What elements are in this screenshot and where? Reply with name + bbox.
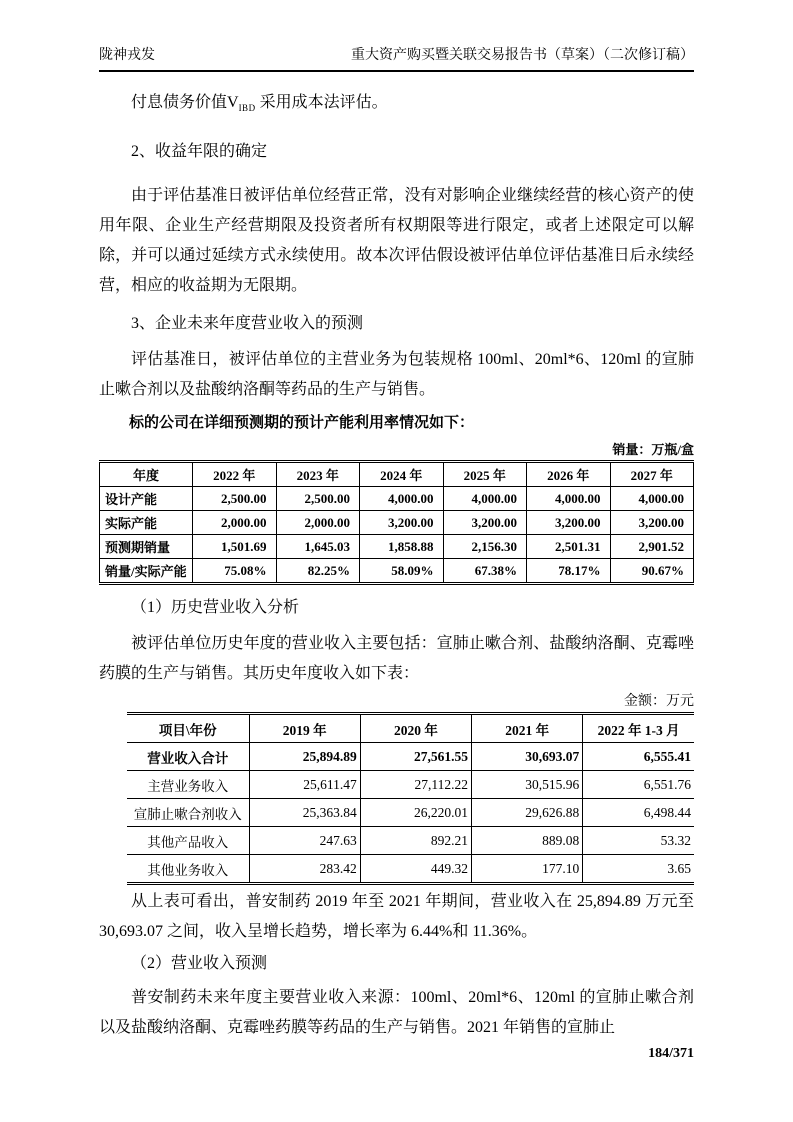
- row-label: 实际产能: [100, 511, 193, 535]
- column-header: 2020 年: [360, 714, 471, 743]
- cell-value: 53.32: [583, 827, 694, 855]
- table-row: [100, 511, 694, 535]
- cell-value: 25,894.89: [249, 743, 360, 771]
- cell-value: 3,200.00: [527, 511, 611, 535]
- section-heading-forecast: （2）营业收入预测: [131, 955, 268, 972]
- paragraph-main-business: 评估基准日，被评估单位的主营业务为包装规格 100ml、20ml*6、120ml 的宣肺止嗽合剂以及盐酸纳洛酮等药品的生产与销售。: [99, 351, 694, 398]
- paragraph-text: 采用成本法评估。: [255, 94, 388, 111]
- section-heading-3: 3、企业未来年度营业收入的预测: [131, 315, 364, 332]
- running-header: [99, 0, 694, 72]
- cell-value: 27,561.55: [360, 743, 471, 771]
- cell-value: 26,220.01: [360, 799, 471, 827]
- paragraph-text: 付息债务价值V: [131, 94, 239, 111]
- table-header-row: [100, 462, 694, 487]
- table-row: [127, 799, 694, 827]
- cell-value: 3.65: [583, 855, 694, 884]
- cell-value: 30,515.96: [472, 771, 583, 799]
- column-header: 2022 年 1-3 月: [583, 714, 694, 743]
- column-header: 2025 年: [443, 462, 527, 487]
- row-label: 销量/实际产能: [100, 559, 193, 584]
- paragraph-future-revenue: 普安制药未来年度主要营业收入来源：100ml、20ml*6、120ml 的宣肺止嗽合剂以及盐酸纳洛酮、克霉唑药膜等药品的生产与销售。2021 年销售的宣肺止: [99, 989, 694, 1036]
- paragraph-debt-value: [99, 88, 694, 123]
- row-label: 主营业务收入: [127, 771, 249, 799]
- cell-value: 90.67%: [610, 559, 694, 584]
- cell-value: 2,501.31: [527, 535, 611, 559]
- column-header: 项目\年份: [127, 714, 249, 743]
- subscript-ibd: IBD: [238, 103, 256, 113]
- cell-value: 247.63: [249, 827, 360, 855]
- cell-value: 1,858.88: [360, 535, 444, 559]
- cell-value: 2,000.00: [193, 511, 277, 535]
- header-report-title: 重大资产购买暨关联交易报告书（草案）（二次修订稿）: [351, 48, 694, 63]
- column-header: 2026 年: [527, 462, 611, 487]
- cell-value: 2,500.00: [193, 487, 277, 511]
- cell-value: 2,500.00: [276, 487, 360, 511]
- cell-value: 1,645.03: [276, 535, 360, 559]
- cell-value: 4,000.00: [360, 487, 444, 511]
- cell-value: 75.08%: [193, 559, 277, 584]
- cell-value: 889.08: [472, 827, 583, 855]
- row-label: 其他业务收入: [127, 855, 249, 884]
- column-header: 2027 年: [610, 462, 694, 487]
- cell-value: 25,363.84: [249, 799, 360, 827]
- cell-value: 58.09%: [360, 559, 444, 584]
- row-label: 营业收入合计: [127, 743, 249, 771]
- column-header: 2022 年: [193, 462, 277, 487]
- cell-value: 3,200.00: [360, 511, 444, 535]
- cell-value: 449.32: [360, 855, 471, 884]
- cell-value: 892.21: [360, 827, 471, 855]
- cell-value: 25,611.47: [249, 771, 360, 799]
- column-header: 2023 年: [276, 462, 360, 487]
- row-label: 预测期销量: [100, 535, 193, 559]
- header-company-name: 陇神戎发: [99, 48, 155, 63]
- cell-value: 283.42: [249, 855, 360, 884]
- cell-value: 3,200.00: [610, 511, 694, 535]
- cell-value: 1,501.69: [193, 535, 277, 559]
- cell-value: 4,000.00: [443, 487, 527, 511]
- cell-value: 67.38%: [443, 559, 527, 584]
- cell-value: 2,156.30: [443, 535, 527, 559]
- cell-value: 6,551.76: [583, 771, 694, 799]
- cell-value: 4,000.00: [610, 487, 694, 511]
- paragraph-income-period: 由于评估基准日被评估单位经营正常，没有对影响企业继续经营的核心资产的使用年限、企业生产经营期限及投资者所有权期限等进行限定，或者上述限定可以解除，并可以通过延续方式永续使用。故本次评估假设被评估单位评估基准日后永续经营，相应的收益期为无限期。: [99, 187, 694, 294]
- column-header: 2021 年: [472, 714, 583, 743]
- table-header-row: [127, 714, 694, 743]
- table1-caption: 标的公司在详细预测期的预计产能利用率情况如下：: [129, 415, 475, 431]
- cell-value: 29,626.88: [472, 799, 583, 827]
- column-header: 2019 年: [249, 714, 360, 743]
- historical-revenue-table: [127, 712, 694, 885]
- page-number: 184/371: [648, 1046, 694, 1061]
- table1-unit-label: 销量：万瓶/盒: [612, 442, 694, 457]
- cell-value: 6,498.44: [583, 799, 694, 827]
- cell-value: 177.10: [472, 855, 583, 884]
- column-header: 年度: [100, 462, 193, 487]
- cell-value: 2,000.00: [276, 511, 360, 535]
- paragraph-history-revenue: 被评估单位历史年度的营业收入主要包括：宣肺止嗽合剂、盐酸纳洛酮、克霉唑药膜的生产与销售。其历史年度收入如下表：: [99, 635, 694, 682]
- cell-value: 2,901.52: [610, 535, 694, 559]
- cell-value: 6,555.41: [583, 743, 694, 771]
- section-heading-2: 2、收益年限的确定: [131, 143, 268, 160]
- table-row: [127, 771, 694, 799]
- cell-value: 78.17%: [527, 559, 611, 584]
- table2-unit-label: 金额：万元: [624, 694, 694, 709]
- cell-value: 82.25%: [276, 559, 360, 584]
- table-row: [127, 827, 694, 855]
- table-row: [100, 535, 694, 559]
- table-row: [100, 559, 694, 584]
- row-label: 其他产品收入: [127, 827, 249, 855]
- paragraph-revenue-growth: 从上表可看出，普安制药 2019 年至 2021 年期间，营业收入在 25,894.89 万元至 30,693.07 之间，收入呈增长趋势，增长率为 6.44%和 11.36%。: [99, 893, 694, 940]
- capacity-utilization-table: [99, 460, 694, 585]
- row-label: 设计产能: [100, 487, 193, 511]
- table-row: [100, 487, 694, 511]
- column-header: 2024 年: [360, 462, 444, 487]
- table-row: [127, 855, 694, 884]
- table-row: [127, 743, 694, 771]
- cell-value: 4,000.00: [527, 487, 611, 511]
- cell-value: 3,200.00: [443, 511, 527, 535]
- section-heading-history: （1）历史营业收入分析: [131, 599, 300, 616]
- cell-value: 27,112.22: [360, 771, 471, 799]
- cell-value: 30,693.07: [472, 743, 583, 771]
- row-label: 宣肺止嗽合剂收入: [127, 799, 249, 827]
